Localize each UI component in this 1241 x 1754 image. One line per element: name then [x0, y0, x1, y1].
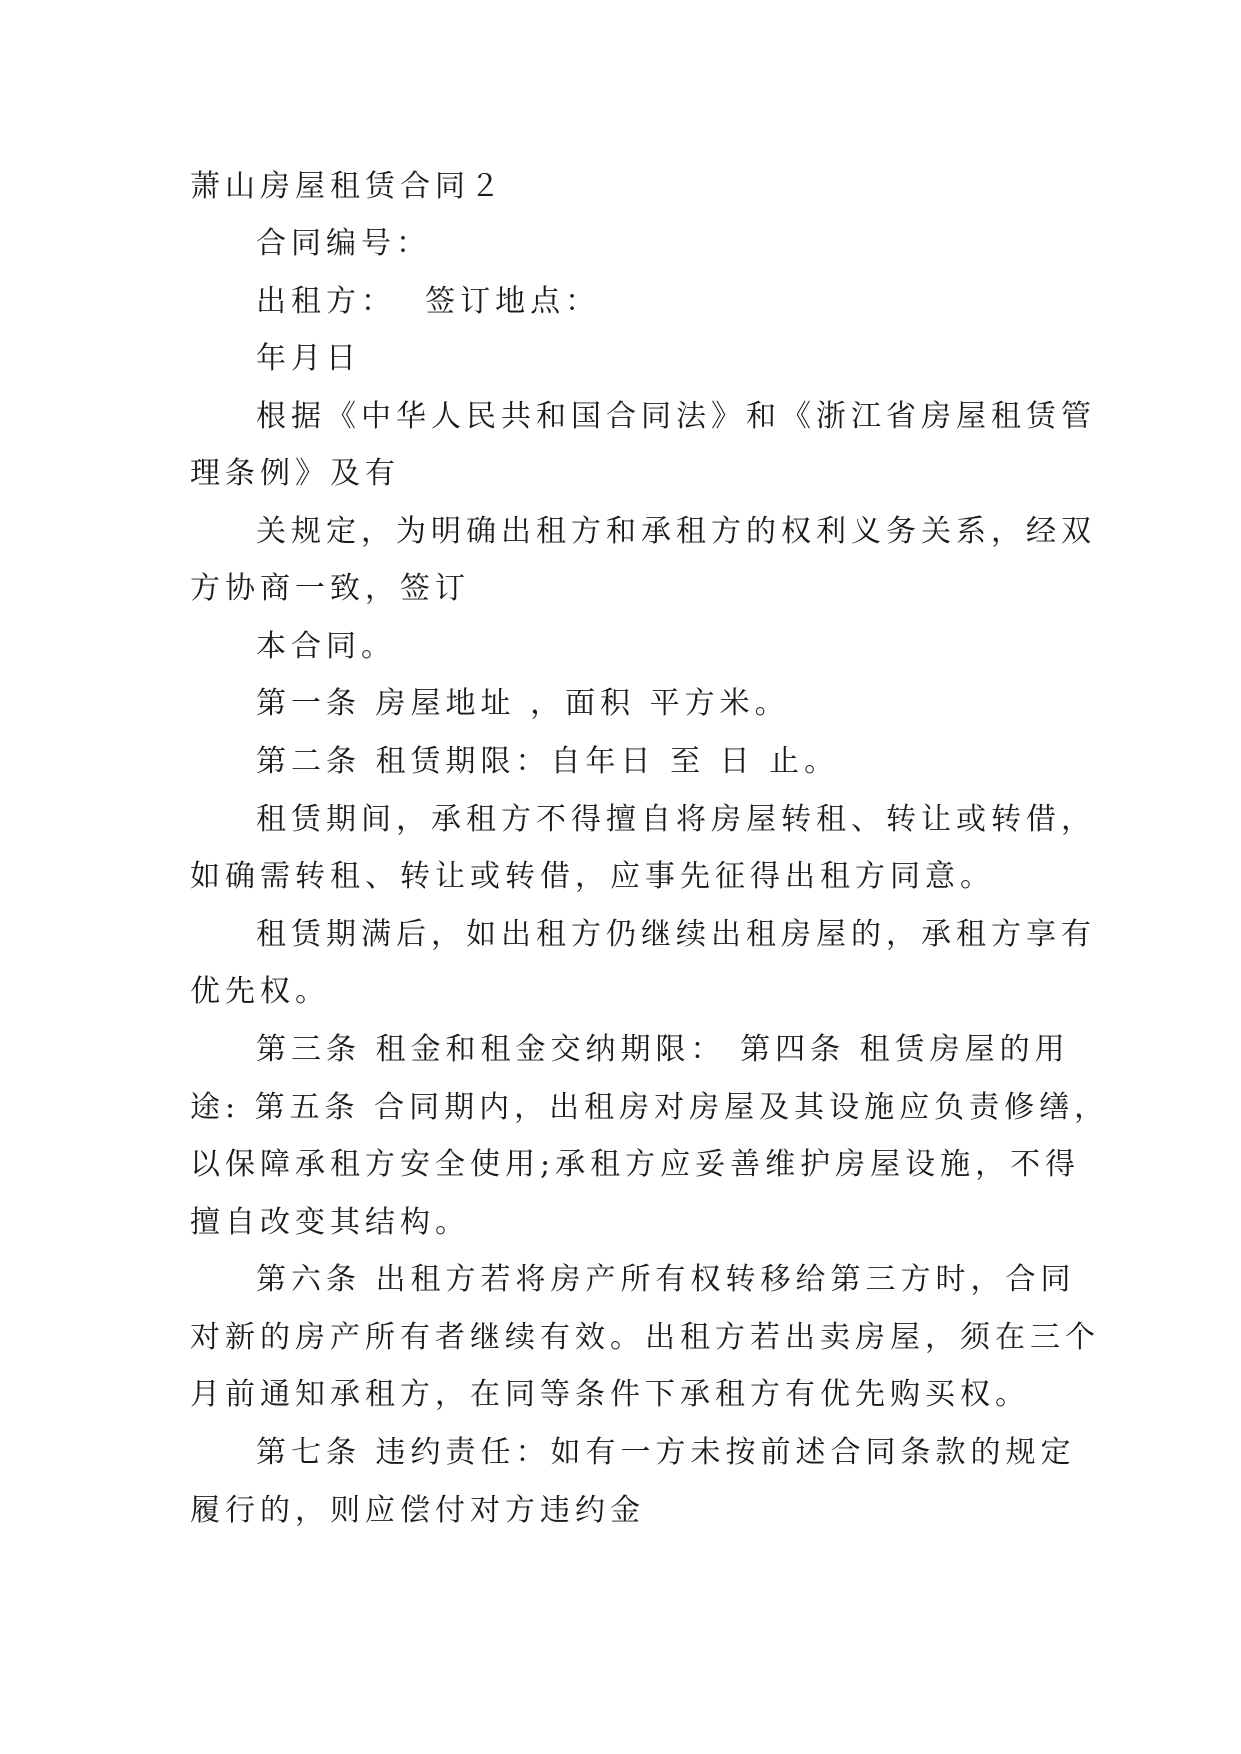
paragraph-line: 方协商一致，签订 [190, 571, 470, 606]
paragraph-line: 对新的房产所有者继续有效。出租方若出卖房屋，须在三个 [190, 1320, 1100, 1355]
paragraph-line: 理条例》及有 [190, 456, 400, 491]
paragraph-line: 租赁期满后，如出租方仍继续出租房屋的，承租方享有 [256, 917, 1096, 952]
article-5: 途: 第五条 合同期内，出租房对房屋及其设施应负责修缮， [190, 1090, 1110, 1125]
paragraph-line: 根据《中华人民共和国合同法》和《浙江省房屋租赁管 [256, 399, 1096, 434]
paragraph-line: 关规定，为明确出租方和承租方的权利义务关系，经双 [256, 514, 1096, 549]
lessor-location-line: 出租方： 签订地点： [256, 284, 601, 319]
article-3-4: 第三条 租金和租金交纳期限： 第四条 租赁房屋的用 [256, 1032, 1070, 1067]
article-1: 第一条 房屋地址 ，面积 平方米。 [256, 686, 790, 721]
article-7: 第七条 违约责任：如有一方未按前述合同条款的规定 [256, 1435, 1076, 1470]
paragraph-line: 租赁期间，承租方不得擅自将房屋转租、转让或转借， [256, 802, 1096, 837]
paragraph-line: 擅自改变其结构。 [190, 1205, 470, 1240]
paragraph-line: 优先权。 [190, 974, 330, 1009]
date-line: 年月日 [256, 341, 361, 376]
paragraph-line: 月前通知承租方，在同等条件下承租方有优先购买权。 [190, 1377, 1030, 1412]
article-2: 第二条 租赁期限：自年日 至 日 止。 [256, 744, 840, 779]
paragraph-line: 本合同。 [256, 629, 396, 664]
document-title: 萧山房屋租赁合同２ [190, 169, 505, 204]
paragraph-line: 以保障承租方安全使用;承租方应妥善维护房屋设施，不得 [190, 1147, 1081, 1182]
paragraph-line: 如确需转租、转让或转借，应事先征得出租方同意。 [190, 859, 995, 894]
contract-number-line: 合同编号： [256, 226, 431, 261]
paragraph-line: 履行的，则应偿付对方违约金 [190, 1493, 645, 1528]
article-6: 第六条 出租方若将房产所有权转移给第三方时，合同 [256, 1262, 1076, 1297]
